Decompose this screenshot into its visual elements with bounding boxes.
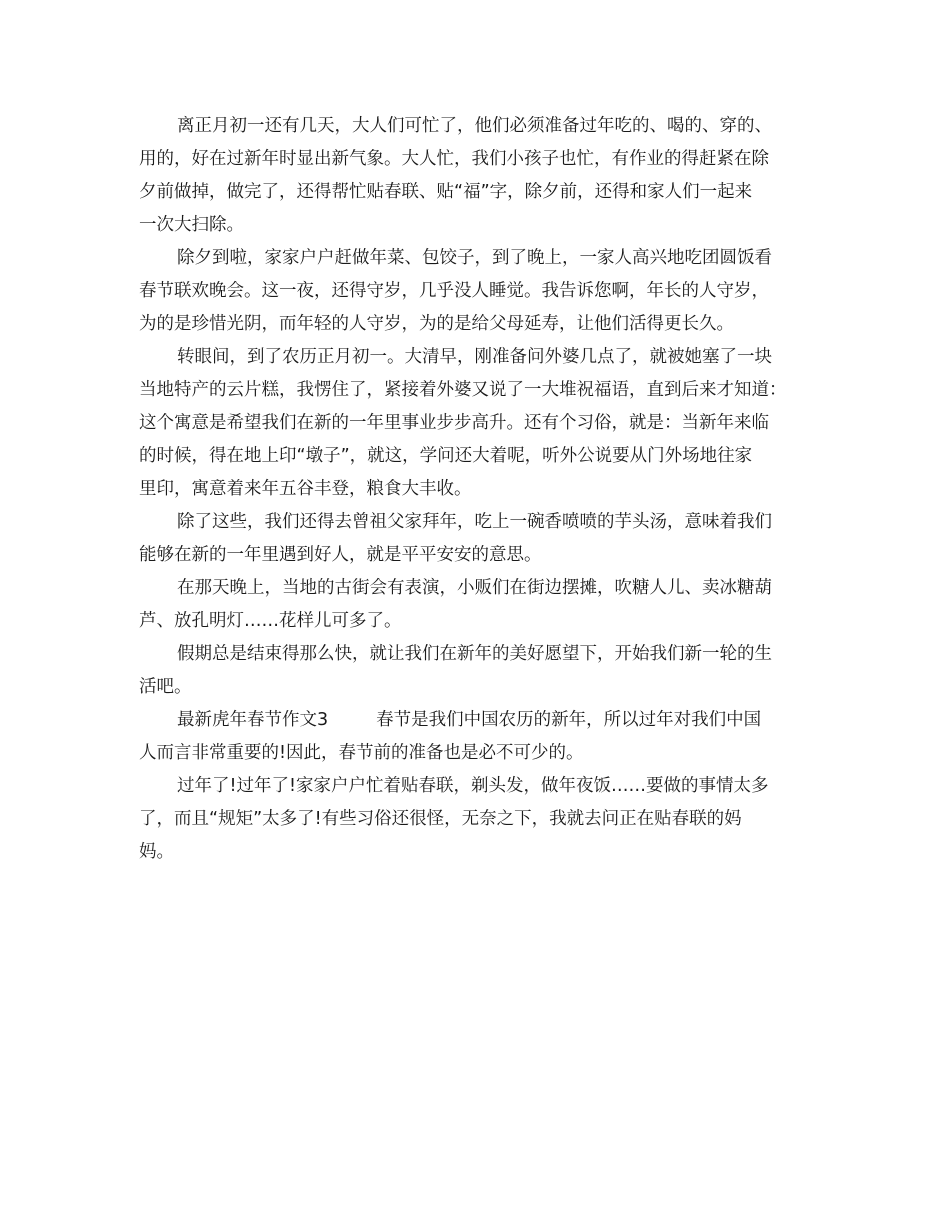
text-line: 除夕到啦，家家户户赶做年菜、包饺子，到了晚上，一家人高兴地吃团圆饭看 — [177, 248, 772, 268]
text-line: 假期总是结束得那么快，就让我们在新年的美好愿望下，开始我们新一轮的生 — [177, 644, 772, 664]
text-line: 一次大扫除。 — [139, 215, 244, 235]
text-line: 的时候，得在地上印“墩子”，就这，学问还大着呢，听外公说要从门外场地往家 — [139, 446, 753, 466]
text-line — [139, 704, 811, 737]
text-line: 这个寓意是希望我们在新的一年里事业步步高升。还有个习俗，就是：当新年来临 — [139, 413, 769, 433]
text-line: 为的是珍惜光阴，而年轻的人守岁，为的是给父母延寿，让他们活得更长久。 — [139, 314, 734, 334]
text-line: 能够在新的一年里遇到好人，就是平平安安的意思。 — [139, 545, 542, 565]
text-line: 用的，好在过新年时显出新气象。大人忙，我们小孩子也忙，有作业的得赶紧在除 — [139, 149, 769, 169]
text-line: 春节联欢晚会。这一夜，还得守岁，几乎没人睡觉。我告诉您啊，年长的人守岁， — [139, 281, 769, 301]
text-line: 妈。 — [139, 842, 174, 862]
paragraph-5 — [139, 572, 811, 638]
paragraph-4 — [139, 506, 811, 572]
text-line: 里印，寓意着来年五谷丰登，粮食大丰收。 — [139, 479, 472, 499]
text-line: 过年了!过年了!家家户户忙着贴春联，剃头发，做年夜饭……要做的事情太多 — [177, 776, 769, 796]
essay-title: 最新虎年春节作文3 — [177, 710, 329, 730]
paragraph-3 — [139, 341, 811, 506]
paragraph-2 — [139, 242, 811, 341]
document-body — [139, 110, 811, 869]
essay-first-line: 春节是我们中国农历的新年，所以过年对我们中国 — [376, 710, 762, 730]
text-line: 活吧。 — [139, 677, 192, 697]
essay-3-intro — [139, 704, 811, 770]
text-line: 芦、放孔明灯……花样儿可多了。 — [139, 611, 402, 631]
paragraph-1 — [139, 110, 811, 242]
text-line: 夕前做掉，做完了，还得帮忙贴春联、贴“福”字，除夕前，还得和家人们一起来 — [139, 182, 753, 202]
text-line: 在那天晚上，当地的古街会有表演，小贩们在街边摆摊，吹糖人儿、卖冰糖葫 — [177, 578, 772, 598]
text-line: 当地特产的云片糕，我愣住了，紧接着外婆又说了一大堆祝福语，直到后来才知道： — [139, 380, 787, 400]
text-line: 除了这些，我们还得去曾祖父家拜年，吃上一碗香喷喷的芋头汤，意味着我们 — [177, 512, 772, 532]
paragraph-7 — [139, 770, 811, 869]
text-line: 了，而且“规矩”太多了!有些习俗还很怪，无奈之下，我就去问正在贴春联的妈 — [139, 809, 742, 829]
text-line: 转眼间，到了农历正月初一。大清早，刚准备问外婆几点了，就被她塞了一块 — [177, 347, 772, 367]
text-line: 离正月初一还有几天，大人们可忙了，他们必须准备过年吃的、喝的、穿的、 — [177, 116, 772, 136]
paragraph-6 — [139, 638, 811, 704]
text-line: 人而言非常重要的!因此，春节前的准备也是必不可少的。 — [139, 743, 584, 763]
